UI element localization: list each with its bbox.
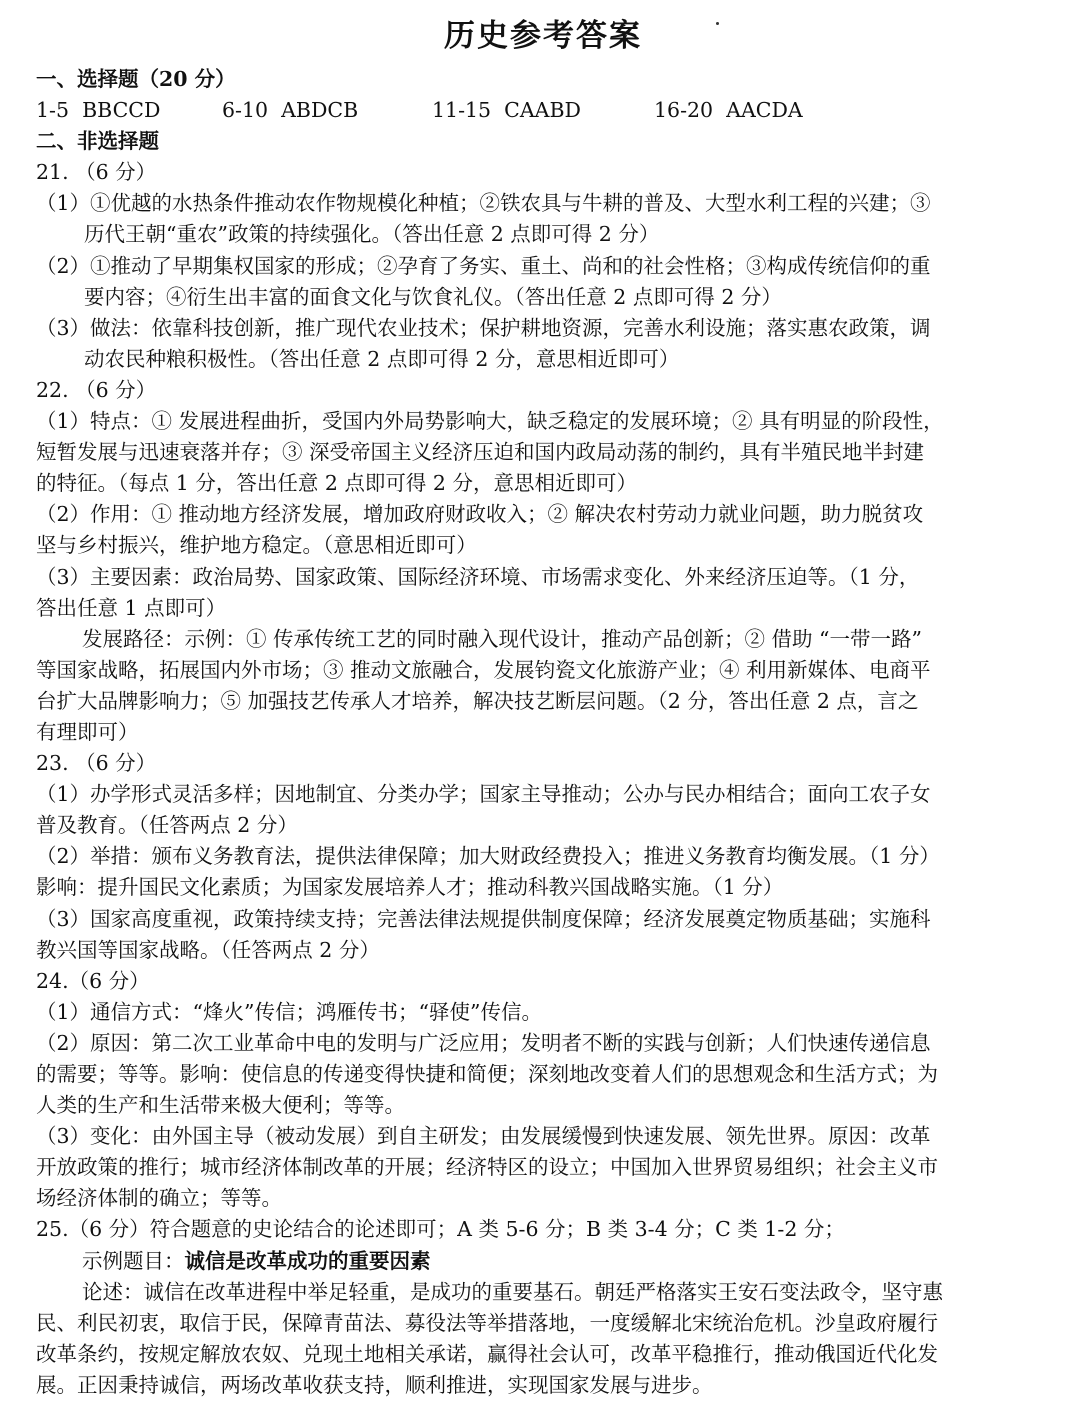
choice-group-4: 16-20 AACDA [654, 98, 803, 123]
q22-part3-cont: 答出任意 1 点即可） [36, 595, 227, 620]
choice-group-3: 11-15 CAABD [432, 98, 581, 123]
q22-part1-cont2: 的特征。（每点 1 分，答出任意 2 点即可得 2 分，意思相近即可） [36, 471, 637, 496]
q25-topic [36, 1246, 1050, 1277]
q25-essay-1: 论述：诚信在改革进程中举足轻重，是成功的重要基石。朝廷严格落实王安石变法政令，坚守惠 [82, 1279, 943, 1304]
stray-dot [716, 22, 719, 25]
q25-essay-2: 民、利民初衷，取信于民，保障青苗法、募役法等举措落地，一度缓解北宋统治危机。沙皇政府履行 [36, 1310, 938, 1335]
q23-part2-influence: 影响：提升国民文化素质；为国家发展培养人才；推动科教兴国战略实施。（1 分） [36, 875, 784, 900]
q22-heading: 22. （6 分） [36, 377, 157, 402]
q22-part3: （3）主要因素：政治局势、国家政策、国际经济环境、市场需求变化、外来经济压迫等。（1 分， [36, 564, 920, 589]
q25-topic-title: 诚信是改革成功的重要因素 [184, 1248, 431, 1273]
choice-group-1: 1-5 BBCCD [36, 98, 161, 123]
q22-path-cont2: 台扩大品牌影响力；⑤ 加强技艺传承人才培养，解决技艺断层问题。（2 分，答出任意 2 点，言之 [36, 688, 919, 713]
q24-part3-cont2: 场经济体制的确立；等等。 [36, 1186, 282, 1211]
q21-part3: （3）做法：依靠科技创新，推广现代农业技术；保护耕地资源，完善水利设施；落实惠农政策，调 [36, 315, 931, 340]
q24-part3-cont: 开放政策的推行；城市经济体制改革的开展；经济特区的设立；中国加入世界贸易组织；社会主义市 [36, 1155, 938, 1180]
q22-path-cont: 等国家战略，拓展国内外市场；③ 推动文旅融合，发展钧瓷文化旅游产业；④ 利用新媒体、电商平 [36, 657, 931, 682]
q22-part1: （1）特点：① 发展进程曲折，受国内外局势影响大，缺乏稳定的发展环境；② 具有明显的阶段性， [36, 409, 944, 434]
q25-essay-4: 展。正因秉持诚信，两场改革收获支持，顺利推进，实现国家发展与进步。 [36, 1372, 713, 1397]
choice-group-2: 6-10 ABDCB [222, 98, 359, 123]
q21-part2: （2）①推动了早期集权国家的形成；②孕育了务实、重土、尚和的社会性格；③构成传统信仰的重 [36, 253, 931, 278]
q25-essay-3: 改革条约，按规定解放农奴、兑现土地相关承诺，赢得社会认可，改革平稳推行，推动俄国近代化发 [36, 1341, 938, 1366]
q23-part1: （1）办学形式灵活多样；因地制宜、分类办学；国家主导推动；公办与民办相结合；面向工农子女 [36, 782, 931, 807]
choice-answers-row [36, 95, 1050, 126]
q21-part3-cont: 动农民种粮积极性。（答出任意 2 点即可得 2 分，意思相近即可） [84, 346, 680, 371]
q22-part2-cont: 坚与乡村振兴，维护地方稳定。（意思相近即可） [36, 533, 477, 558]
page-title: 历史参考答案 [444, 18, 642, 54]
q21-part1: （1）①优越的水热条件推动农作物规模化种植；②铁农具与牛耕的普及、大型水利工程的兴建；③ [36, 191, 931, 216]
q22-part2: （2）作用：① 推动地方经济发展，增加政府财政收入；② 解决农村劳动力就业问题，助力脱贫攻 [36, 502, 924, 527]
q24-heading: 24.（6 分） [36, 968, 150, 993]
q25-heading: 25.（6 分）符合题意的史论结合的论述即可；A 类 5-6 分；B 类 3-4 分；C 类 1-2 分； [36, 1217, 845, 1242]
section-heading-nonchoice: 二、非选择题 [36, 129, 159, 154]
q23-part3-cont: 教兴国等国家战略。（任答两点 2 分） [36, 937, 380, 962]
q23-part3: （3）国家高度重视，政策持续支持；完善法律法规提供制度保障；经济发展奠定物质基础；实施科 [36, 906, 931, 931]
q24-part1: （1）通信方式：“烽火”传信；鸿雁传书；“驿使”传信。 [36, 999, 542, 1024]
q24-part2: （2）原因：第二次工业革命中电的发明与广泛应用；发明者不断的实践与创新；人们快速传递信息 [36, 1030, 931, 1055]
q21-heading: 21. （6 分） [36, 160, 157, 185]
q21-part1-cont: 历代王朝“重农”政策的持续强化。（答出任意 2 点即可得 2 分） [84, 222, 660, 247]
q21-part2-cont: 要内容；④衍生出丰富的面食文化与饮食礼仪。（答出任意 2 点即可得 2 分） [84, 284, 782, 309]
q23-part1-cont: 普及教育。（任答两点 2 分） [36, 813, 298, 838]
q22-path: 发展路径：示例：① 传承传统工艺的同时融入现代设计，推动产品创新；② 借助 “一带一路” [82, 626, 923, 651]
section-heading-choice: 一、选择题（20 分） [36, 67, 236, 91]
q23-part2: （2）举措：颁布义务教育法，提供法律保障；加大财政经费投入；推进义务教育均衡发展。（1 分） [36, 844, 940, 869]
q22-part1-cont: 短暂发展与迅速衰落并存；③ 深受帝国主义经济压迫和国内政局动荡的制约，具有半殖民地半封建 [36, 440, 925, 465]
q24-part3: （3）变化：由外国主导（被动发展）到自主研发；由发展缓慢到快速发展、领先世界。原因：改革 [36, 1124, 931, 1149]
q23-heading: 23. （6 分） [36, 751, 157, 776]
q24-part2-cont2: 人类的生产和生活带来极大便利；等等。 [36, 1093, 405, 1118]
q22-path-cont3: 有理即可） [36, 719, 139, 744]
q24-part2-cont: 的需要；等等。影响：使信息的传递变得快捷和简便；深刻地改变着人们的思想观念和生活方式；为 [36, 1062, 938, 1086]
q25-topic-label: 示例题目： [82, 1248, 185, 1273]
